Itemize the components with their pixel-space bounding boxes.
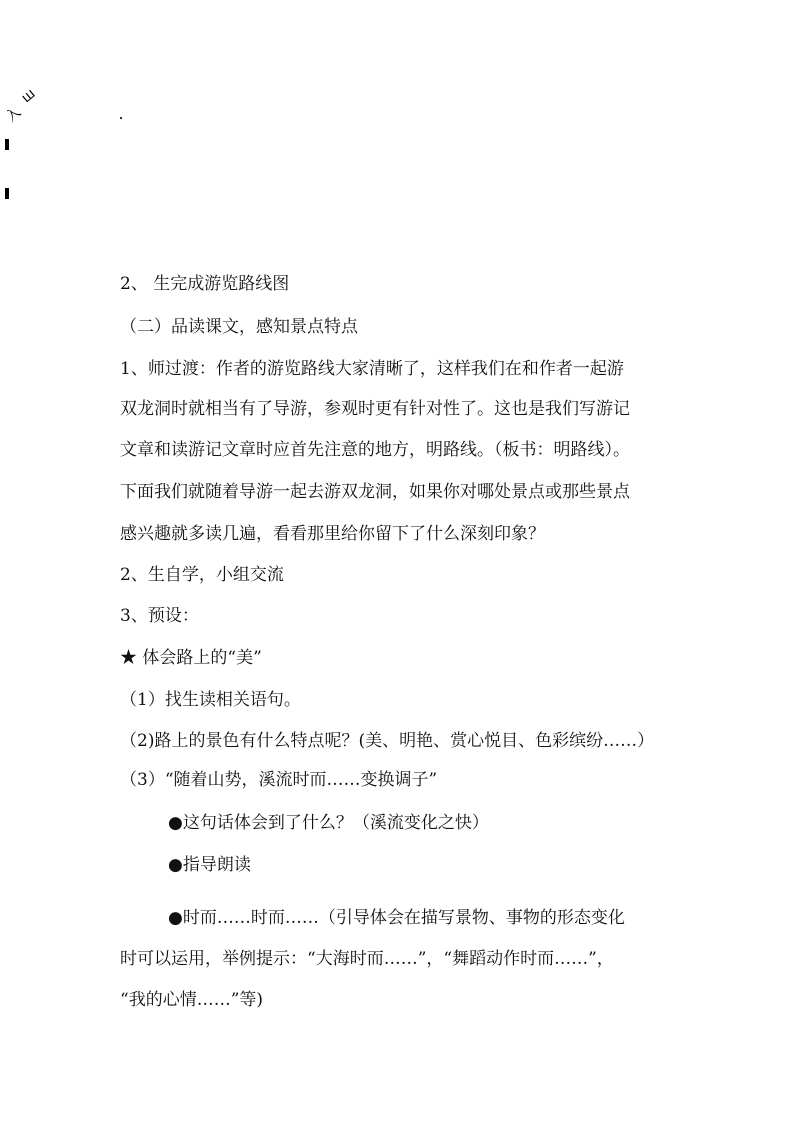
paragraph-line: 双龙洞时就相当有了导游，参观时更有针对性了。这也是我们写游记 [120,399,630,419]
line-step-2: 2、 生完成游览路线图 [120,274,290,294]
paragraph-line: 下面我们就随着导游一起去游双龙洞，如果你对哪处景点或那些景点 [120,482,630,502]
margin-mark-1: 入 [3,104,25,126]
sub-item: （2)路上的景色有什么特点呢？(美、明艳、赏心悦目、色彩缤纷……） [120,731,655,751]
list-item: 3、预设： [120,606,199,626]
stray-dot [120,117,122,119]
list-item: 2、生自学，小组交流 [120,565,284,585]
paragraph-line: 文章和读游记文章时应首先注意的地方，明路线。（板书：明路线）。 [120,440,630,460]
sub-item: （1）找生读相关语句。 [120,690,301,710]
paragraph-line: 感兴趣就多读几遍，看看那里给你留下了什么深刻印象？ [120,524,545,544]
star-heading: ★ 体会路上的“美” [120,648,262,668]
paragraph-line: 1、师过渡：作者的游览路线大家清晰了，这样我们在和作者一起游 [120,359,624,379]
bullet-item: ●时而……时而……（引导体会在描写景物、事物的形态变化 [168,908,625,928]
section-heading: （二）品读课文，感知景点特点 [120,317,358,337]
margin-bar-1 [5,139,9,150]
bullet-item: ●这句话体会到了什么？（溪流变化之快） [168,813,489,833]
paragraph-line: 时可以运用，举例提示：“大海时而……”，“舞蹈动作时而……”， [120,949,614,969]
sub-item: （3）“随着山势，溪流时而……变换调子” [120,770,438,790]
margin-bar-2 [5,188,9,199]
bullet-item: ●指导朗读 [168,855,251,875]
margin-mark-2: ш [18,85,39,107]
paragraph-line: “我的心情……”等) [120,990,264,1010]
